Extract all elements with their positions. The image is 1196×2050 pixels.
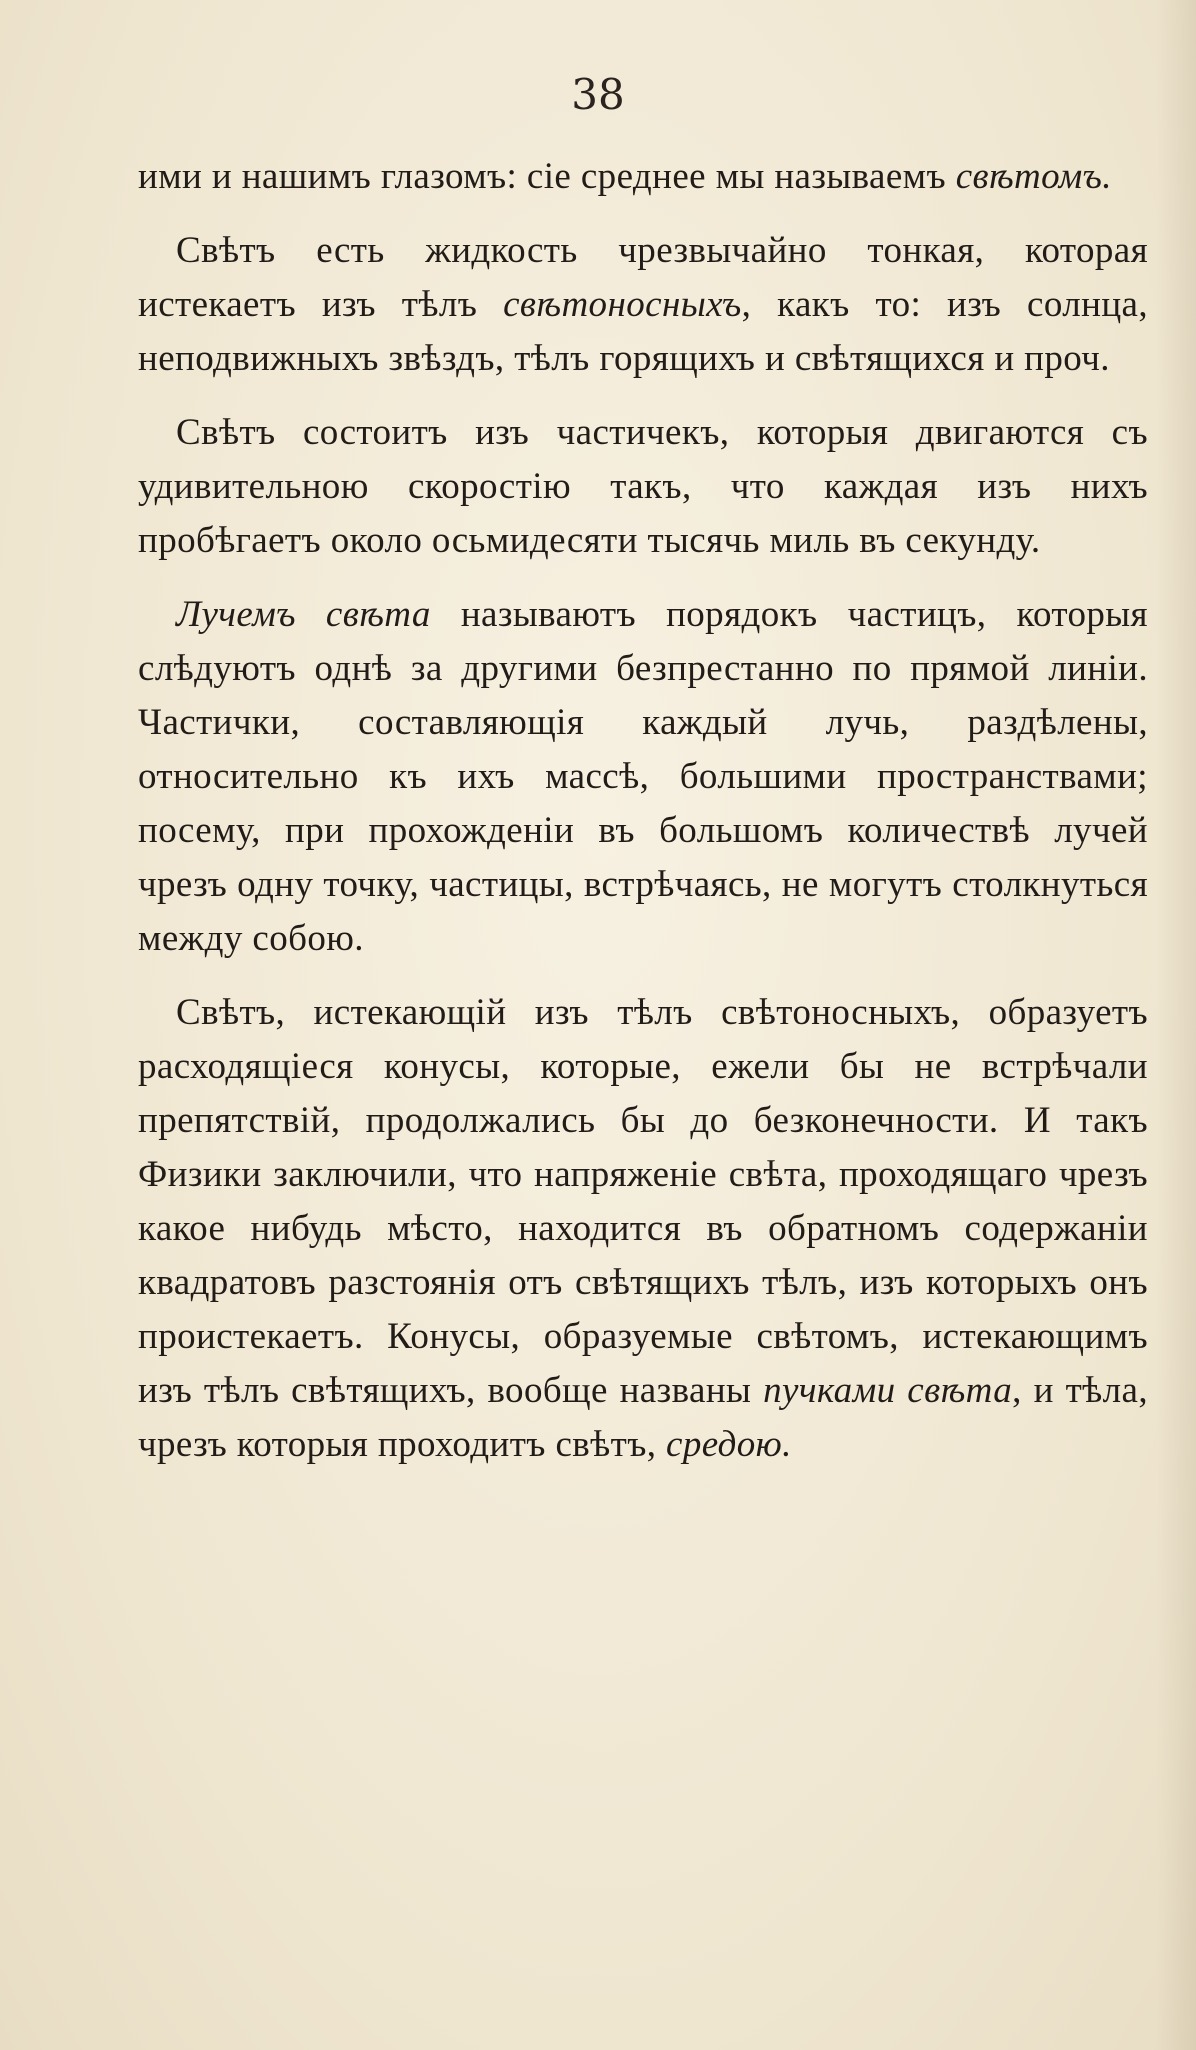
page-edge-shadow [1156,0,1196,2050]
paragraph-5 [138,986,1148,1472]
italic-term-svetom: свѣтомъ. [955,156,1112,197]
text-segment: , какъ то: изъ солнца, неподвижныхъ звѣздъ, тѣлъ горящихъ и свѣтящихся и проч. [138,284,1148,379]
text-segment: называютъ порядокъ частицъ, которыя слѣдуютъ однѣ за другими безпрестанно по прямой линіи. Частички, составляющія каждый лучь, раздѣлены, относительно къ ихъ массѣ, большими пространствами; посему, при прохожденіи въ большомъ количествѣ лучей чрезъ одну точку, частицы, встрѣчаясь, не могутъ столкнуться между собою. [138,594,1148,959]
page-number: 38 [571,70,625,119]
paragraph-3 [138,406,1148,568]
paragraph-2 [138,224,1148,386]
text-segment: Свѣтъ есть жидкость чрезвычайно тонкая, которая истекаетъ изъ тѣлъ [138,230,1148,325]
text-segment: , и тѣла, чрезъ которыя проходитъ свѣтъ, [138,1370,1148,1465]
text-segment: Свѣтъ состоитъ изъ частичекъ, которыя двигаются съ удивительною скоростію такъ, что каждая изъ нихъ пробѣгаетъ около осьмидесяти тысячь миль въ секунду. [138,412,1148,561]
text-segment: ими и нашимъ глазомъ: сіе среднее мы называемъ [138,156,956,197]
italic-term-puchkami-sveta: пучками свѣта [763,1370,1013,1411]
paragraph-4 [138,588,1148,966]
paragraph-1 [138,150,1148,204]
body-text [138,150,1148,1492]
text-segment: Свѣтъ, истекающій изъ тѣлъ свѣтоносныхъ, образуетъ расходящіеся конусы, которые, ежели бы не встрѣчали препятствій, продолжались бы до безконечности. И такъ Физики заключили, что напряженіе свѣта, проходящаго чрезъ какое нибудь мѣсто, находится въ обратномъ содержаніи квадратовъ разстоянія отъ свѣтящихъ тѣлъ, изъ которыхъ онъ проистекаетъ. Конусы, образуемые свѣтомъ, истекающимъ изъ тѣлъ свѣтящихъ, вообще названы [138,992,1148,1411]
italic-term-sredoyu: средою. [666,1424,792,1465]
italic-term-luchem-sveta: Лучемъ свѣта [176,594,431,635]
italic-term-svetonosnyh: свѣтоносныхъ [503,284,742,325]
